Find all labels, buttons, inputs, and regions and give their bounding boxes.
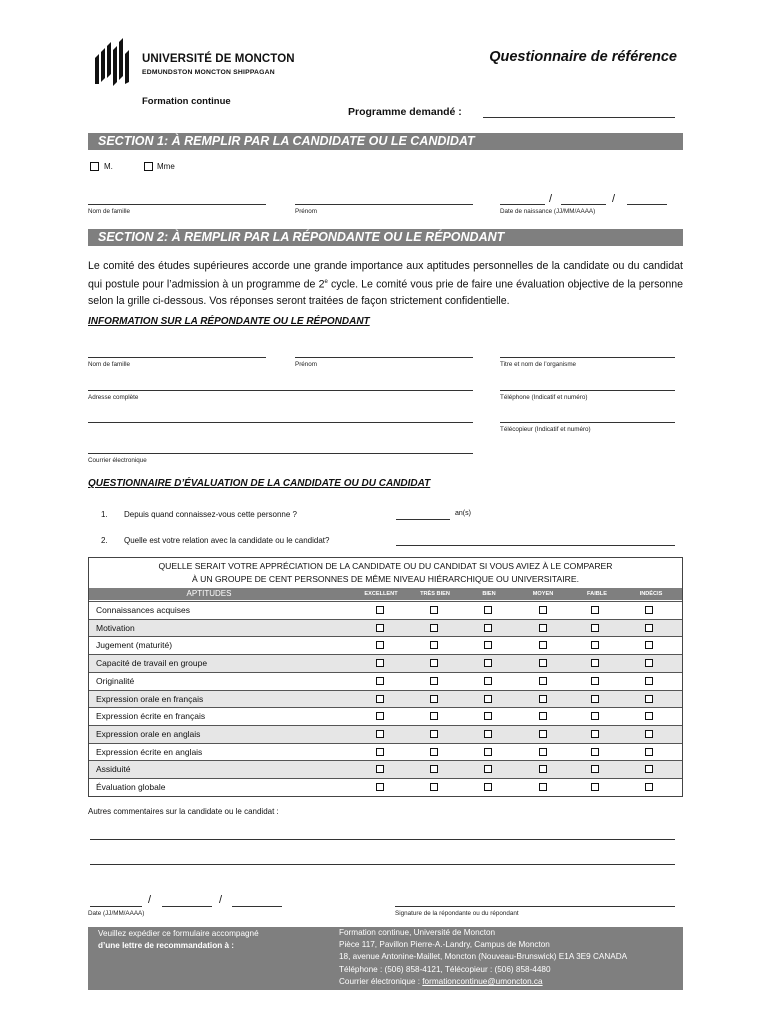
rating-checkbox-faible[interactable] [591, 730, 599, 738]
rating-checkbox-bien[interactable] [484, 695, 492, 703]
rating-checkbox-excellent[interactable] [376, 677, 384, 685]
rating-checkbox-bien[interactable] [484, 730, 492, 738]
respondent-first-name-field[interactable] [295, 357, 473, 358]
candidate-first-name-field[interactable] [295, 204, 473, 205]
question-2-number: 2. [101, 536, 108, 545]
rating-checkbox-indécis[interactable] [645, 659, 653, 667]
program-field[interactable] [483, 117, 675, 118]
rating-checkbox-indécis[interactable] [645, 677, 653, 685]
birth-date-label: Date de naissance (JJ/MM/AAAA) [500, 208, 596, 215]
rating-checkbox-indécis[interactable] [645, 783, 653, 791]
footer-contact [88, 927, 683, 990]
rating-checkbox-excellent[interactable] [376, 783, 384, 791]
rating-checkbox-moyen[interactable] [539, 765, 547, 773]
table-row [89, 654, 682, 672]
years-suffix: an(s) [455, 510, 471, 517]
rating-checkbox-excellent[interactable] [376, 748, 384, 756]
date-separator: / [612, 193, 616, 205]
footer-address: Formation continue, Université de Moncton Pièce 117, Pavillon Pierre-A.-Landry, Campus de Moncton 18, avenue Antonine-Maillet, Moncton (Nouveau-Brunswick) E1A 3E9 CANADA Téléphone : (506) 858-4121, Télécopieur : (506) 858-4480 Courrier électronique : formationcontinue@umoncton.ca [339, 928, 628, 986]
rating-checkbox-moyen[interactable] [539, 641, 547, 649]
birth-day-field[interactable] [500, 204, 545, 205]
rating-checkbox-moyen[interactable] [539, 783, 547, 791]
rating-checkbox-bien[interactable] [484, 765, 492, 773]
aptitude-label: Jugement (maturité) [96, 640, 173, 651]
rating-checkbox-moyen[interactable] [539, 748, 547, 756]
date-label: Date (JJ/MM/AAAA) [88, 910, 145, 917]
rating-checkbox-faible[interactable] [591, 765, 599, 773]
rating-checkbox-bien[interactable] [484, 677, 492, 685]
rating-checkbox-faible[interactable] [591, 624, 599, 632]
rating-checkbox-excellent[interactable] [376, 606, 384, 614]
date-month-field[interactable] [162, 906, 212, 907]
rating-checkbox-indécis[interactable] [645, 606, 653, 614]
signature-field[interactable] [395, 906, 675, 907]
header-excellent: EXCELLENT [364, 591, 398, 597]
table-row [89, 707, 682, 725]
table-title: QUELLE SERAIT VOTRE APPRÉCIATION DE LA CANDIDATE OU DU CANDIDAT SI VOUS AVIEZ À LE COMPARER À UN GROUPE DE CENT PERSONNES DE MÊME NIVEAU HIÉRARCHIQUE OU UNIVERSITAIRE. [158, 561, 613, 584]
rating-checkbox-très-bien[interactable] [430, 783, 438, 791]
aptitude-label: Originalité [96, 675, 135, 686]
header-indecis: INDÉCIS [639, 591, 663, 597]
respondent-first-name-label: Prénom [295, 361, 318, 368]
birth-month-field[interactable] [561, 204, 606, 205]
rating-checkbox-excellent[interactable] [376, 641, 384, 649]
question-1-number: 1. [101, 510, 108, 519]
respondent-address-field[interactable] [88, 390, 473, 391]
rating-checkbox-excellent[interactable] [376, 730, 384, 738]
aptitude-label: Assiduité [96, 764, 131, 775]
date-day-field[interactable] [90, 906, 142, 907]
rating-checkbox-faible[interactable] [591, 659, 599, 667]
program-label: Programme demandé : [348, 106, 462, 118]
rating-checkbox-faible[interactable] [591, 695, 599, 703]
rating-checkbox-bien[interactable] [484, 659, 492, 667]
rating-checkbox-bien[interactable] [484, 783, 492, 791]
header-tres-bien: TRÈS BIEN [420, 591, 450, 597]
rating-checkbox-bien[interactable] [484, 624, 492, 632]
respondent-fax-field[interactable] [500, 422, 675, 423]
respondent-fax-label: Télécopieur (Indicatif et numéro) [500, 426, 591, 433]
respondent-title-org-field[interactable] [500, 357, 675, 358]
respondent-title-org-label: Titre et nom de l’organisme [500, 361, 577, 368]
question-1-text: Depuis quand connaissez-vous cette personne ? [124, 510, 297, 519]
rating-checkbox-très-bien[interactable] [430, 641, 438, 649]
footer-instructions: Veuillez expédier ce formulaire accompagné d’une lettre de recommandation à : [98, 929, 259, 951]
rating-checkbox-faible[interactable] [591, 606, 599, 614]
evaluation-heading: QUESTIONNAIRE D’ÉVALUATION DE LA CANDIDATE OU DU CANDIDAT [88, 478, 431, 489]
header-bien: BIEN [482, 591, 496, 597]
rating-checkbox-excellent[interactable] [376, 659, 384, 667]
aptitude-label: Capacité de travail en groupe [96, 658, 208, 669]
candidate-last-name-field[interactable] [88, 204, 266, 205]
rating-checkbox-faible[interactable] [591, 748, 599, 756]
table-row [89, 672, 682, 690]
rating-checkbox-bien[interactable] [484, 748, 492, 756]
rating-checkbox-moyen[interactable] [539, 659, 547, 667]
rating-checkbox-indécis[interactable] [645, 695, 653, 703]
birth-year-field[interactable] [627, 204, 667, 205]
rating-checkbox-faible[interactable] [591, 783, 599, 791]
aptitude-label: Expression orale en anglais [96, 728, 201, 739]
table-row [89, 690, 682, 708]
rating-checkbox-moyen[interactable] [539, 624, 547, 632]
signature-label: Signature de la répondante ou du répondant [395, 910, 519, 917]
rating-checkbox-indécis[interactable] [645, 730, 653, 738]
table-row [89, 636, 682, 654]
candidate-last-name-label: Nom de famille [88, 208, 130, 215]
header-faible: FAIBLE [587, 591, 607, 597]
rating-checkbox-très-bien[interactable] [430, 606, 438, 614]
rating-checkbox-indécis[interactable] [645, 748, 653, 756]
comments-line-2[interactable] [90, 864, 675, 865]
rating-checkbox-excellent[interactable] [376, 695, 384, 703]
date-year-field[interactable] [232, 906, 282, 907]
date-separator: / [549, 193, 553, 205]
rating-checkbox-très-bien[interactable] [430, 659, 438, 667]
respondent-info-heading: INFORMATION SUR LA RÉPONDANTE OU LE RÉPONDANT [88, 316, 370, 327]
date-separator: / [148, 894, 152, 906]
section1-header: SECTION 1: À REMPLIR PAR LA CANDIDATE OU LE CANDIDAT [88, 133, 683, 150]
rating-checkbox-moyen[interactable] [539, 712, 547, 720]
university-name: UNIVERSITÉ DE MONCTON [142, 53, 295, 65]
email-link[interactable]: formationcontinue@umoncton.ca [422, 976, 543, 986]
header-moyen: MOYEN [532, 591, 554, 597]
respondent-phone-label: Téléphone (Indicatif et numéro) [500, 394, 588, 401]
respondent-address-label: Adresse complète [88, 394, 139, 401]
rating-checkbox-indécis[interactable] [645, 641, 653, 649]
years-known-field[interactable] [396, 519, 450, 520]
rating-checkbox-faible[interactable] [591, 641, 599, 649]
rating-checkbox-faible[interactable] [591, 712, 599, 720]
option-mme-label: Mme [157, 162, 175, 171]
section2-intro: Le comité des études supérieures accorde une grande importance aux aptitudes personnelles de la candidate ou du candidat qui postule pour l’admission à un programme de 2e cycle. Le comité vous prie de faire une évaluation objective de la personne selon la grille ci-dessous. Vos réponses seront traitées de façon strictement confidentielle. [88, 260, 683, 307]
rating-checkbox-très-bien[interactable] [430, 730, 438, 738]
rating-checkbox-très-bien[interactable] [430, 712, 438, 720]
aptitude-label: Évaluation globale [96, 782, 166, 792]
rating-checkbox-très-bien[interactable] [430, 695, 438, 703]
candidate-first-name-label: Prénom [295, 208, 318, 215]
option-m-label: M. [104, 162, 113, 171]
respondent-phone-field[interactable] [500, 390, 675, 391]
aptitude-label: Expression écrite en français [96, 711, 206, 722]
university-logo [92, 38, 132, 86]
table-row [89, 743, 682, 761]
comments-label: Autres commentaires sur la candidate ou le candidat : [88, 807, 279, 816]
university-campuses: EDMUNDSTON MONCTON SHIPPAGAN [142, 69, 275, 76]
rating-checkbox-bien[interactable] [484, 712, 492, 720]
aptitude-label: Expression écrite en anglais [96, 746, 203, 757]
respondent-email-label: Courrier électronique [88, 457, 147, 464]
comments-line-1[interactable] [90, 839, 675, 840]
table-row [89, 760, 682, 778]
table-row [89, 601, 682, 619]
checkbox-mme[interactable] [144, 162, 153, 171]
rating-checkbox-faible[interactable] [591, 677, 599, 685]
rating-checkbox-très-bien[interactable] [430, 748, 438, 756]
evaluation-table [88, 557, 683, 797]
table-header [89, 588, 682, 600]
rating-checkbox-très-bien[interactable] [430, 677, 438, 685]
respondent-email-field[interactable] [88, 453, 473, 454]
relationship-field[interactable] [396, 545, 675, 546]
respondent-last-name-label: Nom de famille [88, 361, 130, 368]
date-separator: / [219, 894, 223, 906]
section2-header: SECTION 2: À REMPLIR PAR LA RÉPONDANTE OU LE RÉPONDANT [88, 229, 683, 246]
respondent-address-field-2[interactable] [88, 422, 473, 423]
rating-checkbox-excellent[interactable] [376, 624, 384, 632]
rating-checkbox-indécis[interactable] [645, 624, 653, 632]
header-aptitudes: APTITUDES [186, 589, 232, 598]
rating-checkbox-moyen[interactable] [539, 695, 547, 703]
form-title: Questionnaire de référence [489, 49, 677, 65]
rating-checkbox-excellent[interactable] [376, 712, 384, 720]
department-name: Formation continue [142, 96, 231, 107]
table-row [89, 725, 682, 743]
table-row [89, 778, 682, 796]
aptitude-label: Connaissances acquises [96, 605, 191, 615]
rating-checkbox-excellent[interactable] [376, 765, 384, 773]
table-row [89, 619, 682, 637]
aptitude-label: Motivation [96, 622, 135, 633]
rating-checkbox-indécis[interactable] [645, 765, 653, 773]
rating-checkbox-moyen[interactable] [539, 606, 547, 614]
rating-checkbox-indécis[interactable] [645, 712, 653, 720]
aptitude-label: Expression orale en français [96, 693, 204, 704]
rating-checkbox-bien[interactable] [484, 641, 492, 649]
rating-checkbox-bien[interactable] [484, 606, 492, 614]
rating-checkbox-très-bien[interactable] [430, 624, 438, 632]
rating-checkbox-très-bien[interactable] [430, 765, 438, 773]
question-2-text: Quelle est votre relation avec la candidate ou le candidat? [124, 536, 330, 545]
rating-checkbox-moyen[interactable] [539, 677, 547, 685]
respondent-last-name-field[interactable] [88, 357, 266, 358]
checkbox-m[interactable] [90, 162, 99, 171]
rating-checkbox-moyen[interactable] [539, 730, 547, 738]
